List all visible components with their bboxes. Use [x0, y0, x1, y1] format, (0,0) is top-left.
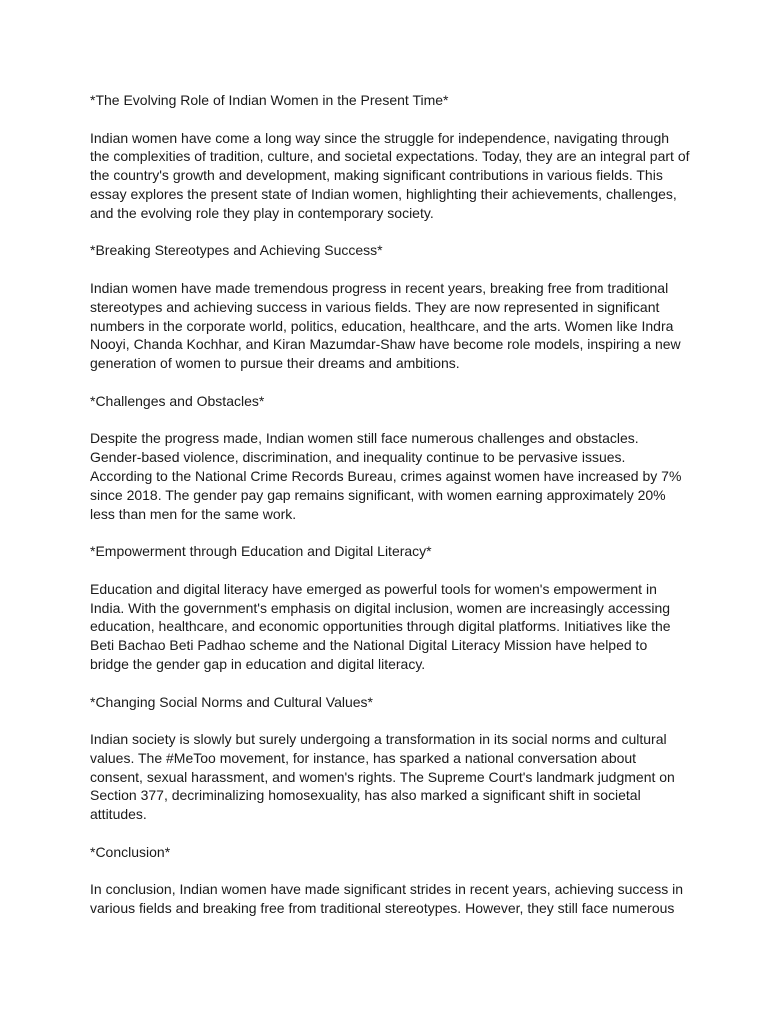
section-heading-challenges: *Challenges and Obstacles* [90, 392, 265, 409]
stereotypes-paragraph: Indian women have made tremendous progress in recent years, breaking free from traditional stereotypes and achieving success in various fields. They are now represented in significant numbers in the corporate world, politics, education, healthcare, and the arts. Women like Indra Nooyi, Chanda Kochhar, and Kiran Mazumdar-Shaw have become role models, inspiring a new generation of women to pursue their dreams and ambitions. [90, 279, 681, 372]
section-heading-social-norms: *Changing Social Norms and Cultural Values* [90, 693, 374, 710]
section-heading-empowerment: *Empowerment through Education and Digital Literacy* [90, 543, 432, 560]
section-heading-stereotypes: *Breaking Stereotypes and Achieving Success* [90, 242, 383, 259]
essay-title: *The Evolving Role of Indian Women in the Present Time* [90, 92, 449, 108]
conclusion-paragraph: In conclusion, Indian women have made significant strides in recent years, achieving success in various fields and breaking free from traditional stereotypes. However, they still face numerous [90, 881, 683, 917]
section-heading-conclusion: *Conclusion* [90, 843, 171, 860]
challenges-paragraph: Despite the progress made, Indian women still face numerous challenges and obstacles. Gender-based violence, discrimination, and inequality continue to be pervasive issues. According to the National Crime Records Bureau, crimes against women have increased by 7% since 2018. The gender pay gap remains significant, with women earning approximately 20% less than men for the same work. [90, 430, 682, 522]
social-norms-paragraph: Indian society is slowly but surely undergoing a transformation in its social norms and cultural values. The #MeToo movement, for instance, has sparked a national conversation about consent, sexual harassment, and women's rights. The Supreme Court's landmark judgment on Section 377, decriminalizing homosexuality, has also marked a significant shift in societal attitudes. [90, 731, 675, 823]
empowerment-paragraph: Education and digital literacy have emerged as powerful tools for women's empowerment in India. With the government's emphasis on digital inclusion, women are increasingly accessing education, healthcare, and economic opportunities through digital platforms. Initiatives like the Beti Bachao Beti Padhao scheme and the National Digital Literacy Mission have helped to bridge the gender gap in education and digital literacy. [90, 580, 671, 672]
intro-paragraph: Indian women have come a long way since the struggle for independence, navigating through the complexities of tradition, culture, and societal expectations. Today, they are an integral part of the country's growth and development, making significant contributions in various fields. This essay explores the present state of Indian women, highlighting their achievements, challenges, and the evolving role they play in contemporary society. [90, 129, 690, 221]
document-body [90, 91, 690, 937]
